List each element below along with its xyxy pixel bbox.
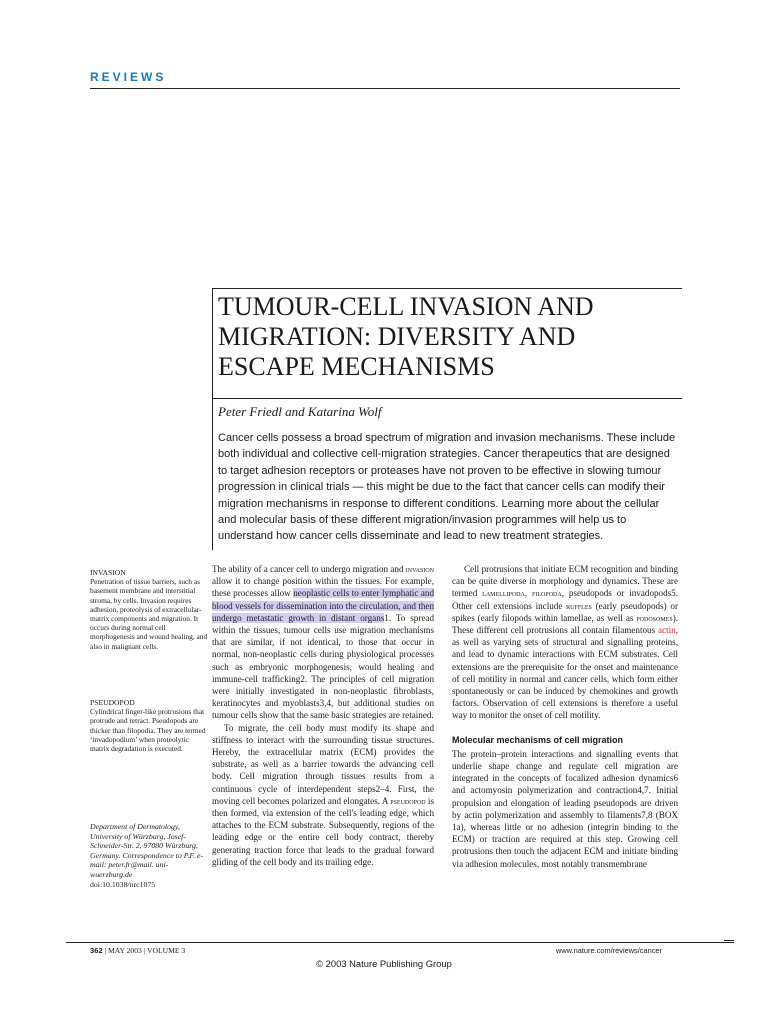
glossary-link-podosomes[interactable]: podosomes xyxy=(636,612,673,623)
body-paragraph: The protein–protein interactions and signalling events that underlie shape change and regulate cell migration are integrated in the concepts of focalized adhesion dynamics6 and actomyosin polymerization and contraction4,7. Initial propulsion and elongation of leading pseudopods are driven by actin polymerization and assembly to filaments7,8 (BOX 1a), whereas little or no adhesion (integrin binding to the ECM) or traction are required at this step. Growing cell protrusions then touch the adjacent ECM and initiate binding via adhesion molecules, most notably transmembrane xyxy=(452,748,678,869)
section-label: REVIEWS xyxy=(90,70,167,84)
crop-mark xyxy=(724,940,734,941)
glossary-definition: Penetration of tissue barriers, such as basement membrane and interstitial stroma, by cells. Invasion requires adhesion, proteolysis of extracellular-matrix components and migration. It occurs during normal cell morphogenesis and wound healing, and also in malignant cells. xyxy=(90,577,208,651)
footer-url[interactable]: www.nature.com/reviews/cancer xyxy=(556,946,662,955)
text-run: The ability of a cancer cell to undergo migration and xyxy=(212,564,404,574)
glossary-term: PSEUDOPOD xyxy=(90,698,135,707)
article-abstract: Cancer cells possess a broad spectrum of migration and invasion mechanisms. These include both individual and collective cell-migration strategies. Cancer therapeutics that are designed to target adhesion receptors or proteases have not proven to be effective in slowing tumour progression in clinical trials — this might be due to the fact that cancer cells can modify their migration mechanisms in response to different conditions. Learning more about the cellular and molecular basis of these different migration/invasion programmes will help us to understand how cancer cells disseminate and lead to new treatment strategies. xyxy=(218,432,676,543)
title-vertical-rule xyxy=(212,288,213,550)
body-paragraph xyxy=(212,722,434,868)
text-run: Cell protrusions that initiate ECM recognition and binding can be quite diverse in morphology and dynamics. These are termed xyxy=(452,564,678,599)
text-run: pseudopods or invadopods5. Other cell extensions include xyxy=(452,588,678,611)
glossary-link-ruffles[interactable]: ruffles xyxy=(566,600,592,611)
glossary-link-actin[interactable]: actin xyxy=(658,625,676,636)
author-rule xyxy=(212,398,682,399)
article-authors: Peter Friedl and Katarina Wolf xyxy=(218,404,382,419)
body-column-1 xyxy=(212,563,434,868)
text-run: 1. To spread within the tissues, tumour cells use migration mechanisms that are similar, if not identical, to those that occur in normal, non-neoplastic cells during physiological processes such as embryonic morphogenesis, would healing and immune-cell trafficking2. The principles of cell migration were initially investigated in non-neoplastic fibroblasts, keratinocytes and myoblasts3,4, but additional studies on tumour cells show that the same basic strategies are retained. xyxy=(212,612,435,721)
body-column-2 xyxy=(452,563,678,870)
glossary-link-invasion[interactable]: invasion xyxy=(405,564,435,574)
title-rule xyxy=(212,288,682,289)
glossary-link-lamellipoda[interactable]: lamellipoda, filopoda, xyxy=(482,588,564,599)
text-run: , as well as varying sets of structural and signalling proteins, and lead to dynamic interactions with ECM substrates. Cell extensions are the prerequisite for the onset and maintenance of cell motility in normal and cancer cells, which form either spontaneously or can be induced by chemokines and growth factors. Observation of cell extensions is therefore a useful way to monitor the onset of cell motility. xyxy=(452,625,678,721)
doi: doi:10.1038/nrc1075 xyxy=(90,879,156,889)
header-rule xyxy=(90,88,680,89)
text-run: (early pseudopods) or spikes (early filopods within lamellae, as well as xyxy=(452,600,678,623)
body-paragraph xyxy=(452,563,678,722)
article-title: TUMOUR-CELL INVASION AND MIGRATION: DIVERSITY AND ESCAPE MECHANISMS xyxy=(218,292,594,381)
glossary-link-pseudopod[interactable]: pseudopod xyxy=(390,795,426,806)
glossary-entry-invasion xyxy=(90,568,208,651)
glossary-entry-pseudopod xyxy=(90,698,208,753)
text-run: is then formed, via extension of the cell's leading edge, which attaches to the ECM substrate. Subsequently, regions of the leading edge or the entire cell body contract, thereby generating traction force that leads to the gradual forward gliding of the cell body and its trailing edge. xyxy=(212,795,434,867)
page-number: 362 xyxy=(90,946,103,955)
glossary-term: INVASION xyxy=(90,568,126,577)
text-run: To migrate, the cell body must modify its shape and stiffness to interact with the surrounding tissue structures. Hereby, the extracellular matrix (ECM) provides the substrate, as well as a barrier towards the advancing cell body. Cell migration through tissues results from a continuous cycle of interdependent steps2–4. First, the moving cell becomes polarized and elongates. A xyxy=(212,722,434,806)
body-paragraph xyxy=(212,563,434,722)
text-run: allow it to change position within the tissues. For example, these processes allow xyxy=(212,576,434,599)
highlighted-text: neoplastic cells to enter lymphatic and blood vessels for dissemination into the circulation, and then undergo metastatic growth in distant organs xyxy=(212,588,434,623)
text-run: ). These different cell protrusions all contain filamentous xyxy=(452,612,678,636)
issue-info: | MAY 2003 | VOLUME 3 xyxy=(102,946,186,955)
section-heading: Molecular mechanisms of cell migration xyxy=(452,734,624,745)
author-affiliation xyxy=(90,822,208,889)
copyright: © 2003 Nature Publishing Group xyxy=(316,958,452,969)
affiliation-text: Department of Dermatology, University of Würzburg, Josef-Schneider-Str. 2, 97080 Würzburg, Germany. Correspondence to P.F. e-mail: peter.fr@mail. uni-wuerzburg.de xyxy=(90,822,204,879)
glossary-definition: Cylindrical finger-like protrusions that protrude and retract. Pseudopods are thicker than filopodia. They are termed ‘invadopodium’ when proteolytic matrix degradation is executed. xyxy=(90,707,206,754)
footer-rule xyxy=(66,942,734,943)
footer-page-info xyxy=(90,946,185,955)
